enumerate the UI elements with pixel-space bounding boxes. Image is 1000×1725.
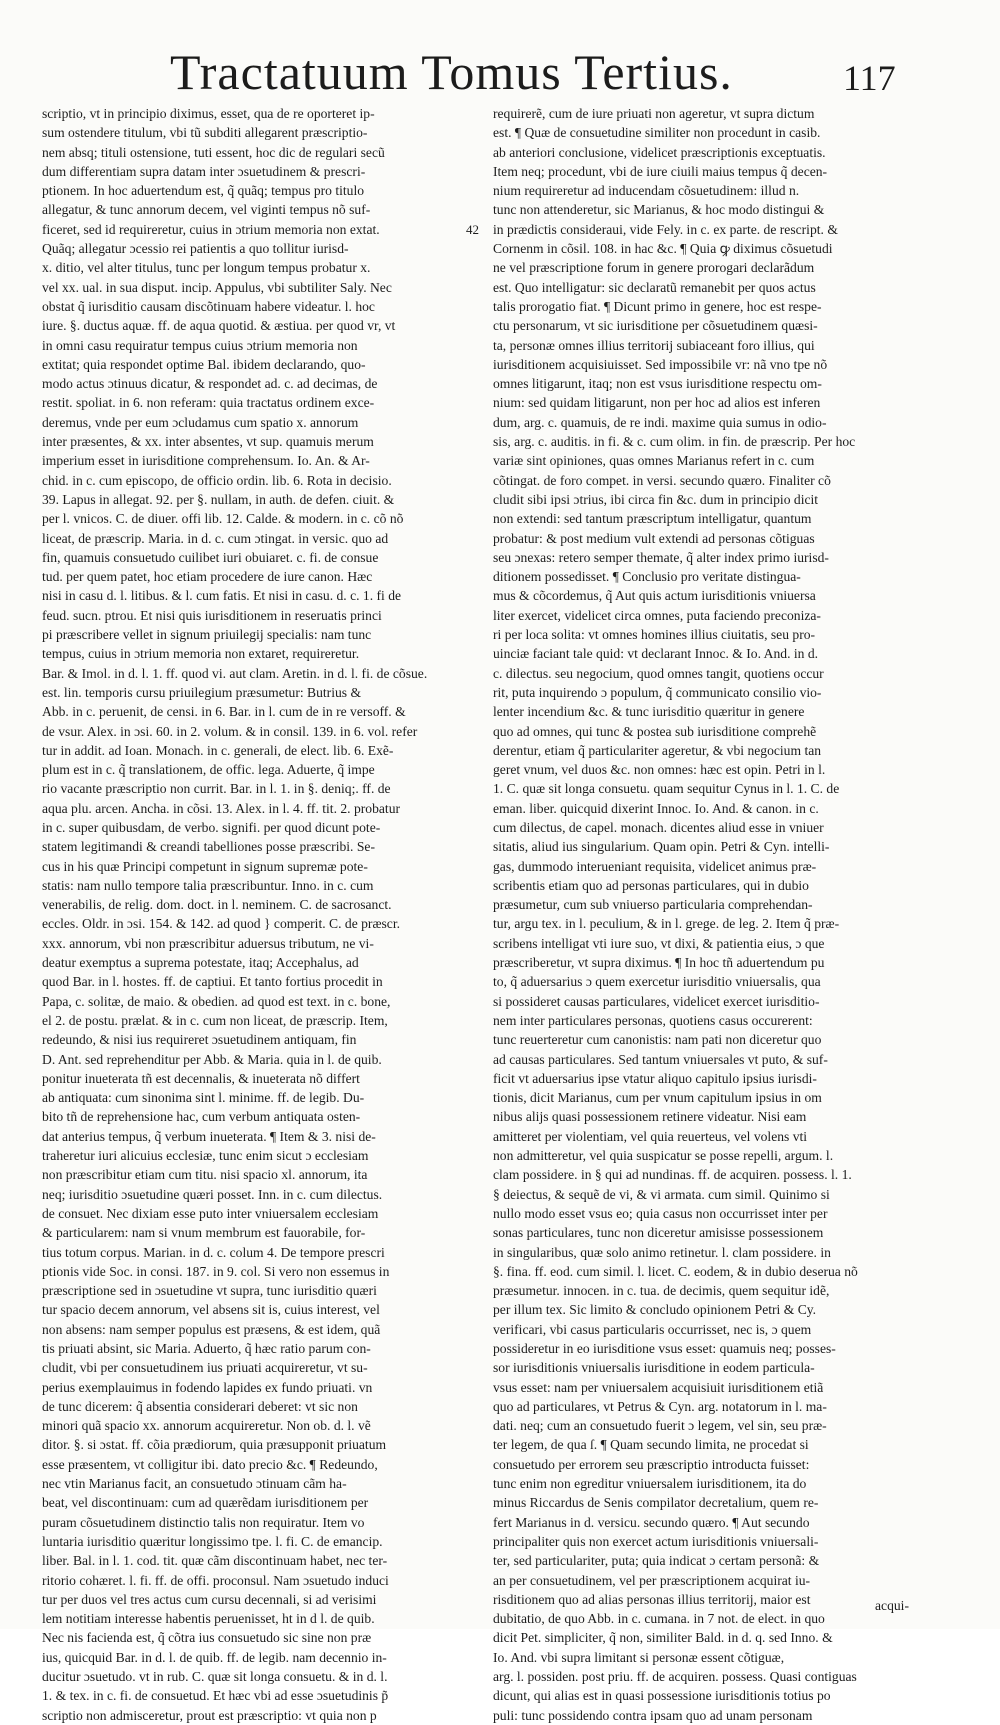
text-line: præsumetur. innocen. in c. tua. de decimis, quem sequitur idẽ, [493,1283,830,1299]
text-line: rit, puta inquirendo ɔ populum, q̃ communicato consilio vio- [493,684,822,700]
text-line: quo ad omnes, qui tunc & postea sub iurisditione comprehẽ [493,723,817,739]
text-line: dum, arg. c. quamuis, de re indi. maxime quia sumus in odio- [493,414,827,430]
text-line: restit. spoliat. in 6. non referam: quia tractatus ordinem exce- [42,395,375,411]
text-line: beat, vel discontinuam: cum ad quærẽdam iurisditionem per [42,1495,369,1511]
text-line: ctu personarum, vt sic iurisditione per cõsuetudinem quæsi- [493,318,818,334]
text-line: tud. per quem patet, hoc etiam procedere de iure canon. Hæc [42,569,373,585]
text-line: inter præsentes, & xx. inter absentes, vt sup. quamuis merum [42,434,374,450]
text-line: cus in his quæ Principi competunt in signum supremæ pote- [42,858,368,874]
text-line: ter legem, de qua ſ. ¶ Quam secundo limita, ne procedat si [493,1437,809,1453]
text-line: imperium esset in iurisditione comprehensum. Io. An. & Ar- [42,453,370,469]
catchword: acqui- [875,1598,909,1613]
text-line: non præscribitur etiam cum titu. nisi spacio xl. annorum, ita [42,1167,368,1183]
text-line: cum dilectus, de capel. monach. dicentes aliud esse in vniuer [493,819,824,835]
text-line: de vsur. Alex. in ɔsi. 60. in 2. volum. & in consil. 139. in 6. vol. refer [42,723,418,739]
text-line: de tunc dicerem: q̃ absentia considerari deberet: vt sic non [42,1398,358,1414]
text-line: est. Quo intelligatur: sic declaratũ remanebit per quos actus [493,279,816,295]
text-line: amitteret per violentiam, vel quia reuerteus, vel volens vti [493,1128,808,1144]
text-line: sitatis, aliud ius singularium. Quam opin. Petri & Cyn. intelli- [493,839,830,855]
text-line: puli: tunc possidendo contra ipsam quo ad unam personam [493,1707,813,1723]
text-line: Cornenm in cõsil. 108. in hac &c. ¶ Quia ꝙ diximus cõsuetudi [493,241,833,257]
text-line: Bar. & Imol. in d. l. 1. ff. quod vi. aut clam. Aretin. in d. l. fi. de cõsue. [42,665,428,681]
text-line: extitat; quia respondet optime Bal. ibidem declarando, quo- [42,356,366,372]
text-line: ter, sed particulariter, puta; quia indicat ɔ certam personã: & [493,1553,820,1569]
text-line: ditor. §. si ɔstat. ff. cõia prædiorum, quia præsupponit priuatum [42,1437,387,1453]
text-line: requirerẽ, cum de iure priuati non ageretur, vt supra dictum [493,106,815,121]
text-line: plum est in c. q̃ translationem, de offic. lega. Aduerte, q̃ impe [42,762,375,778]
text-line: nem inter particulares personas, quotiens casus occurerent: [493,1012,813,1028]
text-line: sum ostendere titulum, vbi tũ subditi allegarent præscriptio- [42,125,368,141]
running-title: Tractatuum Tomus Tertius. [170,44,733,100]
left-text-column [42,104,462,1725]
text-line: xxx. annorum, vbi non præscribitur aduersus tributum, ne vi- [42,935,374,951]
text-line: venerabilis, de relig. dom. doct. in l. neminem. C. de sacrosanct. [42,897,392,913]
text-line: luntaria iurisditio quæritur longissimo tpe. l. fi. C. de emancip. [42,1533,383,1549]
text-line: liber. Bal. in l. 1. cod. tit. quæ cãm discontinuam habet, nec ter- [42,1553,388,1569]
text-line: ius, quicquid Bar. in d. l. de quib. ff. de legib. nam decennio in- [42,1649,387,1665]
text-line: Item neq; procedunt, vbi de iure ciuili maius tempus q̃ decen- [493,163,828,179]
text-line: verificari, vbi casus particularis occurrisset, nec is, ɔ quem [493,1321,812,1337]
text-line: esse præsentem, vt colligitur ibi. dato precio &c. ¶ Redeundo, [42,1456,378,1472]
text-line: eccles. Oldr. in ɔsi. 154. & 142. ad quod } comperit. C. de præscr. [42,916,401,932]
text-line: consuetudo per errorem seu præscriptio introducta fuisset: [493,1456,810,1472]
right-text-column [493,104,919,1725]
text-line: ponitur inueterata tñ est decennalis, & inueterata nõ differt [42,1070,360,1086]
text-line: si possideret causas particulares, videlicet exercet iurisditio- [493,993,820,1009]
text-line: in omni casu requiratur tempus cuius ɔtrium memoria non [42,337,358,353]
text-line: tis priuati absint, sic Maria. Aduerto, q̃ hæc ratio parum con- [42,1341,371,1356]
text-line: §. fina. ff. eod. cum simil. l. licet. C. eodem, & in dubio deserua nõ [493,1263,858,1279]
text-line: ne vel præscriptione forum in genere prorogari declarãdum [493,260,815,276]
text-line: tempus, cuius in ɔtrium memoria non extaret, requireretur. [42,646,360,662]
text-line: probatur: & post medium vult extendi ad personas cõtiguas [493,530,815,546]
text-line: seu ɔnexas: retero semper themate, q̃ alter index primo iurisd- [493,549,829,565]
text-line: gas, dummodo interueniant requisita, videlicet animus præ- [493,858,817,874]
text-line: ditionem possedisset. ¶ Conclusio pro veritate distingua- [493,569,801,585]
text-line: sonas particulares, tunc non diceretur amisisse possessionem [493,1225,824,1241]
text-line: tur, argu tex. in l. peculium, & in l. grege. de leg. 2. Item q̃ præ- [493,916,840,932]
text-line: dati. neq; cum an consuetudo fuerit ɔ legem, vel sin, seu præ- [493,1418,827,1434]
text-line: scribens intelligat vti iure suo, vt dixi, & patientia eius, ɔ que [493,935,825,951]
text-line: sor iurisditionis vniuersalis iurisditione in eodem particula- [493,1360,815,1376]
text-line: allegatur, & tunc annorum decem, vel viginti tempus nõ suf- [42,202,371,218]
text-line: tunc enim non egreditur vniuersalem iurisditionem, ita do [493,1476,807,1492]
text-line: geret vnum, vel duos &c. non omnes: hæc est opin. Petri in l. [493,762,826,778]
text-line: dubitatio, de quo Abb. in c. cumana. in 7 not. de elect. in quo [493,1611,825,1627]
text-line: in c. super quibusdam, de verbo. signifi. per quod dicunt pote- [42,819,381,835]
text-line: arg. l. possiden. post priu. ff. de acquiren. possess. Quasi contiguas [493,1669,857,1685]
text-line: tunc reuerteretur cum canonistis: nam pati non diceretur quo [493,1032,822,1048]
text-line: vsus esset: nam per vniuersalem acquisiuit iurisditionem etiã [493,1379,824,1395]
text-line: talis prorogatio fiat. ¶ Dicunt primo in genere, hoc est respe- [493,298,822,314]
text-line: nium: sed quidam litigarunt, non per hoc ad alios est inferen [493,395,821,411]
text-line: Nec nis facienda est, q̃ cõtra ius consuetudo sic sine non præ [42,1630,372,1646]
text-line: in singularibus, quæ solo animo retinetur. l. clam possidere. in [493,1244,831,1260]
running-header [0,38,1000,108]
text-line: principaliter quis non exercet actum iurisditionis vniuersali- [493,1533,819,1549]
text-line: ab anteriori conclusione, videlicet præscriptionis exceptuatis. [493,144,826,160]
text-line: Abb. in c. peruenit, de censi. in 6. Bar. in l. cum de in re versoff. & [42,704,406,720]
text-line: Quãq; allegatur ɔcessio rei patientis a quo tollitur iurisd- [42,241,349,257]
text-line: 1. & tex. in c. fi. de consuetud. Et hæc vbi ad esse ɔsuetudinis p̃ [42,1688,389,1704]
text-line: non absens: nam semper populus est præsens, & est idem, quã [42,1321,381,1337]
text-line: ab antiquata: cum sinonima sint l. minime. ff. de legib. Du- [42,1090,365,1106]
text-line: c. dilectus. seu negocium, quod omnes tangit, quotiens occur [493,665,824,681]
text-line: el 2. de postu. prælat. & in c. cum non liceat, de præscrip. Item, [42,1012,388,1028]
text-line: modo actus ɔtinuus dicatur, & respondet ad. c. ad decimas, de [42,376,378,392]
text-line: quod Bar. in l. hostes. ff. de captiui. Et tanto fortius procedit in [42,974,383,990]
text-line: iure. §. ductus aquæ. ff. de aqua quotid. & æstiua. per quod vr, vt [42,318,396,334]
text-line: cludit, vbi per consuetudinem ius priuati acquireretur, vt su- [42,1360,368,1376]
text-line: to, q̃ aduersarius ɔ quem exercetur iurisditio vniuersalis, qua [493,974,821,990]
text-line: de consuet. Nec dixiam esse puto inter vniuersalem ecclesiam [42,1205,379,1221]
text-line: traheretur iuri alicuius ecclesiæ, tunc enim sicut ɔ ecclesiam [42,1148,369,1164]
text-line: deremus, vnde per eum ɔcludamus cum spatio x. annorum [42,414,359,430]
text-line: in prædictis consideraui, vide Fely. in c. ex parte. de rescript. & [493,221,838,237]
text-line: possideretur in eo iurisditione vsus esset: quamuis neq; posses- [493,1341,836,1356]
text-line: feud. sucn. ptrou. Et nisi quis iurisditionem in reseruatis princi [42,607,382,623]
text-line: præsumetur, cum sub vniuerso particularia comprehendan- [493,897,813,913]
text-line: pi præscribere vellet in signum priuilegij specialis: nam tunc [42,627,372,643]
page-number: 117 [843,58,896,98]
text-line: eman. liber. quicquid dixerint Innoc. Io. And. & canon. in c. [493,800,819,816]
text-line: ficeret, sed id requireretur, cuius in ɔtrium memoria non extat. [42,221,380,237]
text-line: est. lin. temporis cursu priuilegium præsumetur: Butrius & [42,684,362,700]
text-line: statis: nam nullo tempore talia præscribuntur. Inno. in c. cum [42,877,374,893]
text-line: x. ditio, vel alter titulus, tunc per longum tempus probatur x. [42,260,371,276]
text-line: ptionem. In hoc aduertendum est, q̃ quãq; tempus pro titulo [42,183,365,199]
text-line: scriptio non admisceretur, prout est præscriptio: vt quia non p [42,1707,377,1723]
text-line: dicunt, qui alias est in quasi possessione iurisditionis totius po [493,1688,831,1704]
text-line: nec vtin Marianus facit, an consuetudo ɔtinuam cãm ha- [42,1476,347,1492]
text-line: lem notitiam interesse habentis peruenisset, ht in d l. de quib. [42,1611,375,1627]
text-line: § deiectus, & sequẽ de vi, & vi armata. cum simil. Quinimo si [493,1186,830,1202]
text-line: præscriberetur, vt supra diximus. ¶ In hoc tñ aduertendum pu [493,955,825,971]
text-line: ficit vt aduersarius ipse vtatur aliquo capitulo ipsius iurisdi- [493,1070,817,1086]
text-line: dicit Pet. simpliciter, q̃ non, similiter Bald. in d. q. sed Inno. & [493,1630,833,1646]
text-line: perius exemplauimus in fodendo lapides ex fundo priuati. vn [42,1379,373,1395]
text-line: rio vacante præscriptio non currit. Bar. in l. 1. in §. deniq;. ff. de [42,781,391,797]
text-line: cõtingat. de foro compet. in versi. secundo quæro. Finaliter cõ [493,472,831,488]
text-line: uinciæ faciant tale quid: vt declarant Innoc. & Io. And. in d. [493,646,819,662]
text-line: variæ sint opiniones, quas omnes Marianus refert in c. cum [493,453,815,469]
text-line: D. Ant. sed reprehenditur per Abb. & Maria. quia in l. de quib. [42,1051,382,1067]
text-line: ad causas particulares. Sed tantum vniuersales vt puto, & suf- [493,1051,828,1067]
text-line: nisi in casu d. l. litibus. & l. cum fatis. Et nisi in casu. d. c. 1. fi de [42,588,402,604]
text-line: tunc non attenderetur, sic Marianus, & hoc modo distingui & [493,202,825,218]
text-line: tius totum corpus. Marian. in d. c. colum 4. De tempore prescri [42,1244,385,1260]
text-line: neq; iurisditio ɔsuetudine quæri posset. Inn. in c. cum dilectus. [42,1186,383,1202]
text-line: redeundo, & nisi ius requireret ɔsuetudinem antiquam, fin [42,1032,357,1048]
text-line: risditionem quo ad alias personas illius territorij, maior est [493,1591,811,1607]
text-line: deatur exemptus a suprema potestate, itaq; Accephalus, ad [42,955,359,971]
text-line: Papa, c. solitæ, de maio. & obedien. ad quod est text. in c. bone, [42,993,391,1009]
text-line: nium requireretur ad inducendam cõsuetudinem: illud n. [493,183,800,199]
text-line: lenter incendium &c. & tunc iurisditio quæritur in genere [493,704,805,720]
text-line: iurisditionem acquisiuisset. Sed impossibile vr: nã vno tpe nõ [493,356,828,372]
text-line: ptionis vide Soc. in consi. 187. in 9. col. Si vero non essemus in [42,1263,390,1279]
text-line: fin, quamuis consuetudo cuilibet iuri obuiaret. c. fi. de consue [42,549,379,565]
text-line: mus & cõcordemus, q̃ Aut quis actum iurisditionis vniuersa [493,588,816,604]
text-line: per l. vnicos. C. de diuer. offi lib. 12. Calde. & modern. in c. cõ nõ [42,511,404,527]
text-line: tur in addit. ad Ioan. Monach. in c. generali, de elect. lib. 6. Exẽ- [42,742,394,758]
text-line: aqua plu. arcen. Ancha. in cõsi. 13. Alex. in l. 4. ff. tit. 2. probatur [42,800,401,816]
text-line: clam possidere. in § qui ad nundinas. ff. de acquiren. possess. l. 1. [493,1167,852,1183]
text-line: nibus alijs quasi possessionem retinere videatur. Nisi eam [493,1109,807,1125]
text-line: Io. And. vbi supra limitant si personæ essent cõtiguæ, [493,1649,785,1665]
text-line: dat anterius tempus, q̃ verbum inueterata. ¶ Item & 3. nisi de- [42,1128,376,1144]
text-line: per illum tex. Sic limito & concludo opinionem Petri & Cy. [493,1302,817,1318]
text-line: puram cõsuetudinem distinctio talis non requiratur. Item vo [42,1514,365,1530]
text-line: chid. in c. cum episcopo, de officio ordin. lib. 6. Rota in decisio. [42,472,392,488]
text-line: præscriptione sed in ɔsuetudine vt supra, tunc iurisditio quæri [42,1283,377,1299]
text-line: omnes litigarunt, itaq; non est vsus iurisditione respectu om- [493,376,822,392]
text-line: & particularem: nam si vnum membrum est fauorabile, for- [42,1225,366,1241]
text-line: sis, arg. c. auditis. in fi. & c. cum olim. in fin. de præscrip. Per hoc [493,434,856,450]
text-line: minus Riccardus de Senis compilator decretalium, quem re- [493,1495,819,1511]
text-line: liter exercet, videlicet circa omnes, puta faciendo preconiza- [493,607,821,623]
text-line: fert Marianus in d. versicu. secundo quæro. ¶ Aut secundo [493,1514,810,1530]
text-line: 39. Lapus in allegat. 92. per §. nullam, in auth. de defen. ciuit. & [42,491,395,507]
text-line: tionis, dicit Marianus, cum per vnum capitulum ipsius in om [493,1090,822,1106]
text-line: non extendi: sed tantum præscriptum intelligatur, quantum [493,511,812,527]
text-line: cludit sibi ipsi ɔtrius, ibi circa fin &c. dum in principio dicit [493,491,819,507]
text-line: statem legitimandi & creandi tabelliones posse præscribi. Se- [42,839,375,855]
text-line: minori quã spacio xx. annorum acquireretur. Non ob. d. l. vẽ [42,1418,371,1434]
text-line: derentur, etiam q̃ particulariter ageretur, & vbi negocium tan [493,742,822,758]
text-line: liceat, de præscrip. Maria. in d. c. cum ɔtingat. in versic. quo ad [42,530,389,546]
text-line: ducitur ɔsuetudo. vt in rub. C. quæ sit longa consuetu. & in d. l. [42,1669,388,1685]
text-line: quo ad particulares, vt Petrus & Cyn. arg. notatorum in l. ma- [493,1398,827,1414]
text-line: non admitteretur, vel quia suspicatur se posse repelli, argum. l. [493,1148,834,1164]
text-line: tur per duos vel tres actus cum cursu decennali, si ad verisimi [42,1591,377,1607]
text-line: scriptio, vt in principio diximus, esset, qua de re oporteret ip- [42,106,375,121]
marginal-note-number: 42 [466,222,479,237]
text-line: dum differentiam supra datam inter ɔsuetudinem & prescri- [42,163,366,179]
text-line: est. ¶ Quæ de consuetudine similiter non procedunt in casib. [493,125,821,141]
text-line: ri per loca solita: vt omnes homines illius ciuitatis, seu pro- [493,627,816,643]
text-line: tur spacio decem annorum, vel absens sit is, cuius interest, vel [42,1302,380,1318]
text-line: an per consuetudinem, vel per præscriptionem acquirat iu- [493,1572,811,1588]
text-line: ta, personæ omnes illius territorij subiaceant foro illius, qui [493,337,815,353]
text-line: scribentis etiam quo ad personas particulares, qui in dubio [493,877,809,893]
text-line: bito tñ de reprehensione hac, cum verbum antiquata osten- [42,1109,361,1125]
text-line: obstat q̃ iurisditio causam discõtinuam habere videatur. l. hoc [42,298,375,314]
text-line: ritorio cohæret. l. fi. ff. de offi. proconsul. Nam ɔsuetudo induci [42,1572,389,1588]
text-line: nullo modo esset vsus eo; quia casus non occurrisset inter per [493,1205,828,1221]
text-line: nem absq; tituli ostensione, tuti essent, hoc dic de regulari secũ [42,144,385,160]
text-line: 1. C. quæ sit longa consuetu. quam sequitur Cynus in l. 1. C. de [493,781,840,797]
text-line: vel xx. ual. in sua disput. incip. Appulus, vbi subtiliter Saly. Nec [42,279,392,295]
